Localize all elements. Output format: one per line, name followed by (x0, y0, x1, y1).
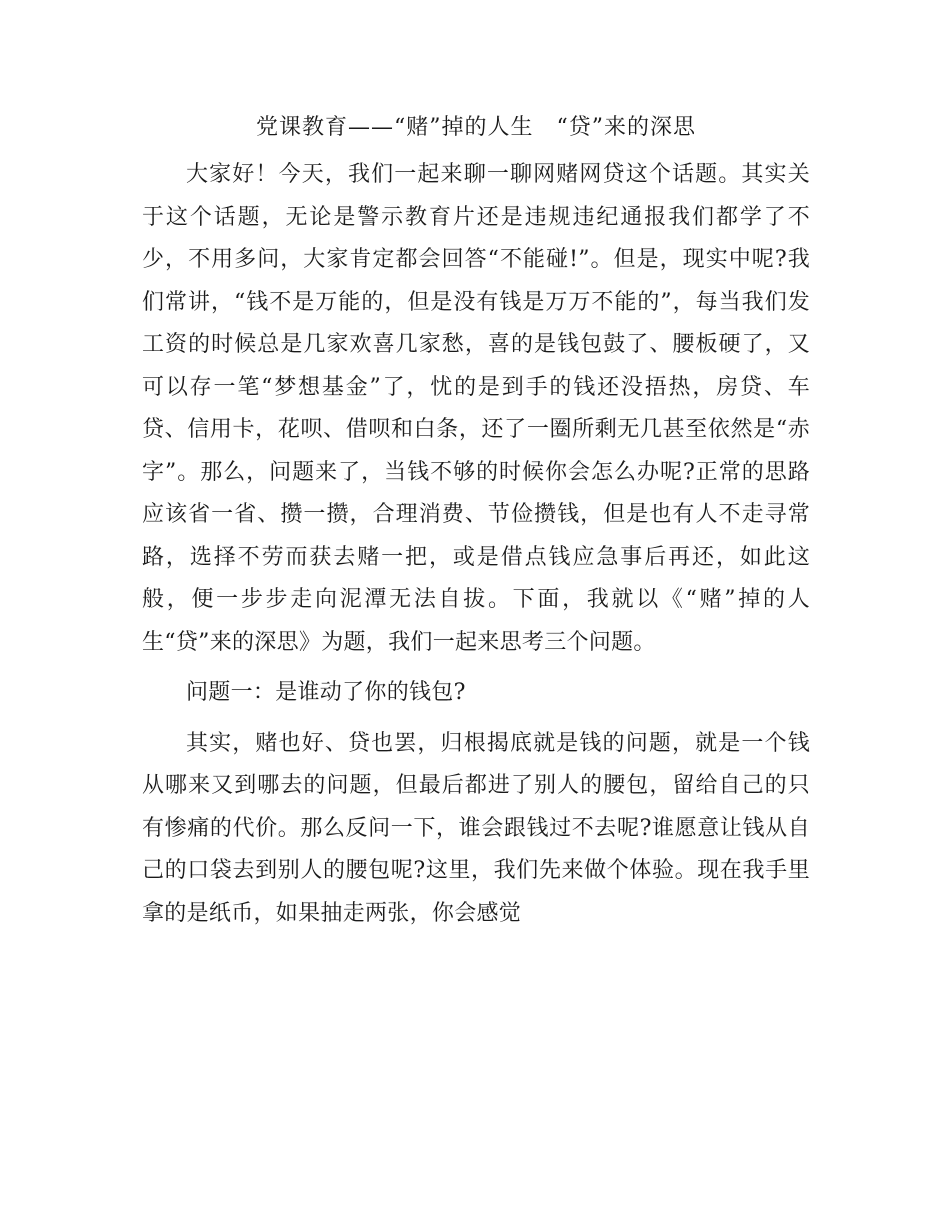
document-body (142, 108, 810, 943)
section-heading-question-one: 问题一：是谁动了你的钱包? (186, 680, 466, 705)
paragraph-intro: 大家好！今天，我们一起来聊一聊网赌网贷这个话题。其实关于这个话题，无论是警示教育片还是违规违纪通报我们都学了不少，不用多问，大家肯定都会回答“不能碰!”。但是，现实中呢?我们常讲，“钱不是万能的，但是没有钱是万万不能的”，每当我们发工资的时候总是几家欢喜几家愁，喜的是钱包鼓了、腰板硬了，又可以存一笔“梦想基金”了，忧的是到手的钱还没捂热，房贷、车贷、信用卡，花呗、借呗和白条，还了一圈所剩无几甚至依然是“赤字”。那么，问题来了，当钱不够的时候你会怎么办呢?正常的思路应该省一省、攒一攒，合理消费、节俭攒钱，但是也有人不走寻常路，选择不劳而获去赌一把，或是借点钱应急事后再还，如此这般，便一步步走向泥潭无法自拔。下面，我就以《“赌”掉的人生“贷”来的深思》为题，我们一起来思考三个问题。 (142, 162, 810, 655)
paragraph-question-one-body: 其实，赌也好、贷也罢，归根揭底就是钱的问题，就是一个钱从哪来又到哪去的问题，但最后都进了别人的腰包，留给自己的只有惨痛的代价。那么反问一下，谁会跟钱过不去呢?谁愿意让钱从自己的口袋去到别人的腰包呢?这里，我们先来做个体验。现在我手里拿的是纸币，如果抽走两张，你会感觉 (142, 730, 810, 926)
document-title: 党课教育——“赌”掉的人生 “贷”来的深思 (256, 115, 696, 140)
